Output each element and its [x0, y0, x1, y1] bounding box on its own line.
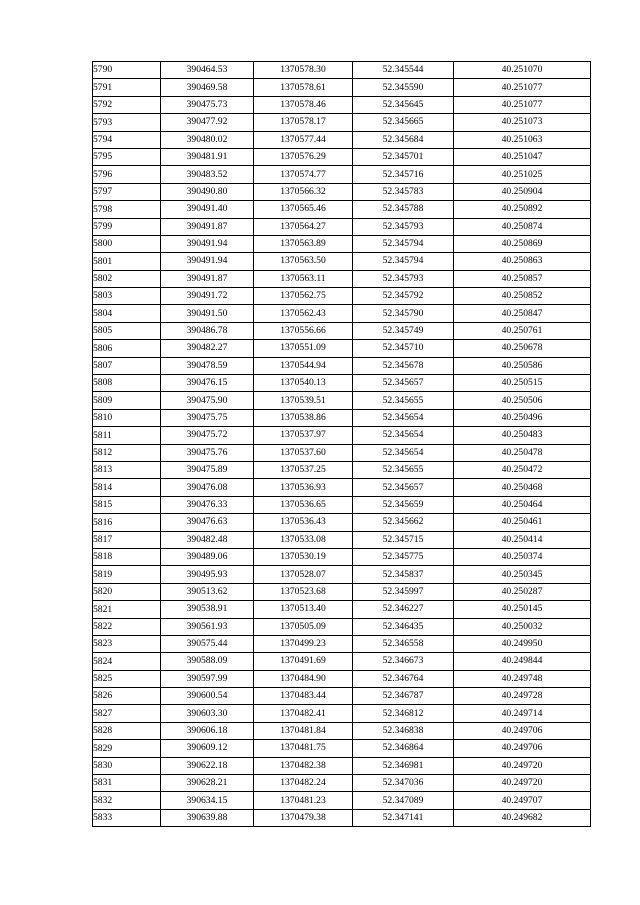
- point-number-cell: 5816: [93, 514, 161, 531]
- point-number-cell: 5829: [93, 740, 161, 757]
- longitude-cell: 40.249706: [454, 722, 591, 739]
- table-row: [93, 670, 591, 687]
- x-coordinate-cell: 390483.52: [161, 166, 254, 183]
- x-coordinate-cell: 390628.21: [161, 775, 254, 792]
- table-row: [93, 740, 591, 757]
- y-coordinate-cell: 1370481.23: [254, 792, 353, 809]
- latitude-cell: 52.345790: [353, 305, 454, 322]
- table-row: [93, 375, 591, 392]
- latitude-cell: 52.346812: [353, 705, 454, 722]
- x-coordinate-cell: 390481.91: [161, 148, 254, 165]
- latitude-cell: 52.345788: [353, 201, 454, 218]
- x-coordinate-cell: 390639.88: [161, 809, 254, 826]
- x-coordinate-cell: 390603.30: [161, 705, 254, 722]
- table-row: [93, 601, 591, 618]
- table-row: [93, 809, 591, 826]
- latitude-cell: 52.345783: [353, 183, 454, 200]
- latitude-cell: 52.346864: [353, 740, 454, 757]
- x-coordinate-cell: 390489.06: [161, 548, 254, 565]
- table-row: [93, 688, 591, 705]
- x-coordinate-cell: 390513.62: [161, 583, 254, 600]
- latitude-cell: 52.345662: [353, 514, 454, 531]
- table-row: [93, 548, 591, 565]
- point-number-cell: 5818: [93, 548, 161, 565]
- latitude-cell: 52.346227: [353, 601, 454, 618]
- x-coordinate-cell: 390634.15: [161, 792, 254, 809]
- point-number-cell: 5790: [93, 62, 161, 79]
- point-number-cell: 5798: [93, 201, 161, 218]
- longitude-cell: 40.250496: [454, 409, 591, 426]
- latitude-cell: 52.345793: [353, 270, 454, 287]
- point-number-cell: 5832: [93, 792, 161, 809]
- longitude-cell: 40.251077: [454, 96, 591, 113]
- latitude-cell: 52.345775: [353, 548, 454, 565]
- longitude-cell: 40.250345: [454, 566, 591, 583]
- y-coordinate-cell: 1370533.08: [254, 531, 353, 548]
- point-number-cell: 5809: [93, 392, 161, 409]
- x-coordinate-cell: 390475.76: [161, 444, 254, 461]
- latitude-cell: 52.345794: [353, 253, 454, 270]
- latitude-cell: 52.347036: [353, 775, 454, 792]
- point-number-cell: 5819: [93, 566, 161, 583]
- x-coordinate-cell: 390476.63: [161, 514, 254, 531]
- latitude-cell: 52.347141: [353, 809, 454, 826]
- latitude-cell: 52.346981: [353, 757, 454, 774]
- x-coordinate-cell: 390480.02: [161, 131, 254, 148]
- table-row: [93, 114, 591, 131]
- latitude-cell: 52.345701: [353, 148, 454, 165]
- x-coordinate-cell: 390491.87: [161, 270, 254, 287]
- y-coordinate-cell: 1370576.29: [254, 148, 353, 165]
- table-row: [93, 96, 591, 113]
- table-row: [93, 305, 591, 322]
- longitude-cell: 40.251063: [454, 131, 591, 148]
- x-coordinate-cell: 390622.18: [161, 757, 254, 774]
- y-coordinate-cell: 1370491.69: [254, 653, 353, 670]
- table-row: [93, 79, 591, 96]
- table-row: [93, 148, 591, 165]
- latitude-cell: 52.347089: [353, 792, 454, 809]
- point-number-cell: 5800: [93, 235, 161, 252]
- point-number-cell: 5827: [93, 705, 161, 722]
- latitude-cell: 52.345544: [353, 62, 454, 79]
- table-row: [93, 792, 591, 809]
- y-coordinate-cell: 1370578.46: [254, 96, 353, 113]
- x-coordinate-cell: 390606.18: [161, 722, 254, 739]
- longitude-cell: 40.250506: [454, 392, 591, 409]
- y-coordinate-cell: 1370513.40: [254, 601, 353, 618]
- x-coordinate-cell: 390469.58: [161, 79, 254, 96]
- longitude-cell: 40.249720: [454, 757, 591, 774]
- y-coordinate-cell: 1370562.75: [254, 288, 353, 305]
- table-row: [93, 775, 591, 792]
- longitude-cell: 40.249748: [454, 670, 591, 687]
- y-coordinate-cell: 1370544.94: [254, 357, 353, 374]
- table-row: [93, 166, 591, 183]
- latitude-cell: 52.345716: [353, 166, 454, 183]
- y-coordinate-cell: 1370505.09: [254, 618, 353, 635]
- table-row: [93, 340, 591, 357]
- point-number-cell: 5811: [93, 427, 161, 444]
- x-coordinate-cell: 390575.44: [161, 635, 254, 652]
- point-number-cell: 5804: [93, 305, 161, 322]
- y-coordinate-cell: 1370574.77: [254, 166, 353, 183]
- x-coordinate-cell: 390482.27: [161, 340, 254, 357]
- latitude-cell: 52.346558: [353, 635, 454, 652]
- table-row: [93, 461, 591, 478]
- point-number-cell: 5825: [93, 670, 161, 687]
- point-number-cell: 5824: [93, 653, 161, 670]
- point-number-cell: 5822: [93, 618, 161, 635]
- x-coordinate-cell: 390561.93: [161, 618, 254, 635]
- table-row: [93, 444, 591, 461]
- longitude-cell: 40.250145: [454, 601, 591, 618]
- point-number-cell: 5797: [93, 183, 161, 200]
- y-coordinate-cell: 1370523.68: [254, 583, 353, 600]
- y-coordinate-cell: 1370536.43: [254, 514, 353, 531]
- latitude-cell: 52.345678: [353, 357, 454, 374]
- point-number-cell: 5803: [93, 288, 161, 305]
- longitude-cell: 40.250678: [454, 340, 591, 357]
- point-number-cell: 5812: [93, 444, 161, 461]
- longitude-cell: 40.250287: [454, 583, 591, 600]
- table-row: [93, 288, 591, 305]
- point-number-cell: 5810: [93, 409, 161, 426]
- x-coordinate-cell: 390597.99: [161, 670, 254, 687]
- latitude-cell: 52.345655: [353, 461, 454, 478]
- longitude-cell: 40.249682: [454, 809, 591, 826]
- table-row: [93, 183, 591, 200]
- longitude-cell: 40.249706: [454, 740, 591, 757]
- table-row: [93, 514, 591, 531]
- longitude-cell: 40.249844: [454, 653, 591, 670]
- y-coordinate-cell: 1370578.30: [254, 62, 353, 79]
- y-coordinate-cell: 1370563.11: [254, 270, 353, 287]
- y-coordinate-cell: 1370537.97: [254, 427, 353, 444]
- x-coordinate-cell: 390495.93: [161, 566, 254, 583]
- coordinates-table-body: [93, 62, 591, 827]
- x-coordinate-cell: 390477.92: [161, 114, 254, 131]
- point-number-cell: 5828: [93, 722, 161, 739]
- point-number-cell: 5823: [93, 635, 161, 652]
- point-number-cell: 5791: [93, 79, 161, 96]
- longitude-cell: 40.251070: [454, 62, 591, 79]
- longitude-cell: 40.250904: [454, 183, 591, 200]
- x-coordinate-cell: 390475.89: [161, 461, 254, 478]
- longitude-cell: 40.250874: [454, 218, 591, 235]
- latitude-cell: 52.345792: [353, 288, 454, 305]
- point-number-cell: 5817: [93, 531, 161, 548]
- table-row: [93, 409, 591, 426]
- longitude-cell: 40.250461: [454, 514, 591, 531]
- longitude-cell: 40.250464: [454, 496, 591, 513]
- y-coordinate-cell: 1370540.13: [254, 375, 353, 392]
- longitude-cell: 40.250857: [454, 270, 591, 287]
- table-row: [93, 722, 591, 739]
- y-coordinate-cell: 1370537.25: [254, 461, 353, 478]
- x-coordinate-cell: 390482.48: [161, 531, 254, 548]
- point-number-cell: 5799: [93, 218, 161, 235]
- point-number-cell: 5805: [93, 322, 161, 339]
- y-coordinate-cell: 1370481.75: [254, 740, 353, 757]
- longitude-cell: 40.249728: [454, 688, 591, 705]
- y-coordinate-cell: 1370577.44: [254, 131, 353, 148]
- longitude-cell: 40.250414: [454, 531, 591, 548]
- y-coordinate-cell: 1370564.27: [254, 218, 353, 235]
- x-coordinate-cell: 390475.90: [161, 392, 254, 409]
- longitude-cell: 40.250478: [454, 444, 591, 461]
- latitude-cell: 52.345715: [353, 531, 454, 548]
- x-coordinate-cell: 390600.54: [161, 688, 254, 705]
- y-coordinate-cell: 1370537.60: [254, 444, 353, 461]
- x-coordinate-cell: 390490.80: [161, 183, 254, 200]
- table-row: [93, 253, 591, 270]
- table-row: [93, 62, 591, 79]
- x-coordinate-cell: 390478.59: [161, 357, 254, 374]
- x-coordinate-cell: 390588.09: [161, 653, 254, 670]
- x-coordinate-cell: 390491.94: [161, 235, 254, 252]
- point-number-cell: 5815: [93, 496, 161, 513]
- point-number-cell: 5793: [93, 114, 161, 131]
- latitude-cell: 52.345657: [353, 375, 454, 392]
- table-row: [93, 201, 591, 218]
- longitude-cell: 40.249720: [454, 775, 591, 792]
- latitude-cell: 52.345684: [353, 131, 454, 148]
- longitude-cell: 40.251025: [454, 166, 591, 183]
- longitude-cell: 40.250468: [454, 479, 591, 496]
- table-row: [93, 531, 591, 548]
- x-coordinate-cell: 390476.33: [161, 496, 254, 513]
- latitude-cell: 52.345654: [353, 444, 454, 461]
- latitude-cell: 52.345657: [353, 479, 454, 496]
- table-row: [93, 357, 591, 374]
- point-number-cell: 5801: [93, 253, 161, 270]
- table-row: [93, 131, 591, 148]
- x-coordinate-cell: 390491.40: [161, 201, 254, 218]
- y-coordinate-cell: 1370482.24: [254, 775, 353, 792]
- table-row: [93, 635, 591, 652]
- latitude-cell: 52.345997: [353, 583, 454, 600]
- y-coordinate-cell: 1370563.50: [254, 253, 353, 270]
- latitude-cell: 52.345749: [353, 322, 454, 339]
- latitude-cell: 52.345654: [353, 409, 454, 426]
- coordinates-table: [92, 61, 591, 827]
- longitude-cell: 40.251077: [454, 79, 591, 96]
- x-coordinate-cell: 390538.91: [161, 601, 254, 618]
- point-number-cell: 5830: [93, 757, 161, 774]
- longitude-cell: 40.250515: [454, 375, 591, 392]
- latitude-cell: 52.345645: [353, 96, 454, 113]
- latitude-cell: 52.346838: [353, 722, 454, 739]
- x-coordinate-cell: 390486.78: [161, 322, 254, 339]
- y-coordinate-cell: 1370528.07: [254, 566, 353, 583]
- y-coordinate-cell: 1370539.51: [254, 392, 353, 409]
- longitude-cell: 40.250869: [454, 235, 591, 252]
- point-number-cell: 5806: [93, 340, 161, 357]
- x-coordinate-cell: 390475.73: [161, 96, 254, 113]
- point-number-cell: 5795: [93, 148, 161, 165]
- longitude-cell: 40.250032: [454, 618, 591, 635]
- point-number-cell: 5820: [93, 583, 161, 600]
- latitude-cell: 52.345837: [353, 566, 454, 583]
- latitude-cell: 52.346787: [353, 688, 454, 705]
- y-coordinate-cell: 1370562.43: [254, 305, 353, 322]
- x-coordinate-cell: 390609.12: [161, 740, 254, 757]
- x-coordinate-cell: 390475.72: [161, 427, 254, 444]
- y-coordinate-cell: 1370481.84: [254, 722, 353, 739]
- point-number-cell: 5796: [93, 166, 161, 183]
- longitude-cell: 40.249714: [454, 705, 591, 722]
- latitude-cell: 52.345794: [353, 235, 454, 252]
- table-row: [93, 618, 591, 635]
- table-row: [93, 757, 591, 774]
- latitude-cell: 52.345659: [353, 496, 454, 513]
- x-coordinate-cell: 390464.53: [161, 62, 254, 79]
- y-coordinate-cell: 1370483.44: [254, 688, 353, 705]
- y-coordinate-cell: 1370551.09: [254, 340, 353, 357]
- latitude-cell: 52.345793: [353, 218, 454, 235]
- y-coordinate-cell: 1370530.19: [254, 548, 353, 565]
- y-coordinate-cell: 1370484.90: [254, 670, 353, 687]
- x-coordinate-cell: 390476.08: [161, 479, 254, 496]
- x-coordinate-cell: 390491.72: [161, 288, 254, 305]
- latitude-cell: 52.345590: [353, 79, 454, 96]
- point-number-cell: 5813: [93, 461, 161, 478]
- x-coordinate-cell: 390491.50: [161, 305, 254, 322]
- table-row: [93, 322, 591, 339]
- point-number-cell: 5794: [93, 131, 161, 148]
- table-row: [93, 427, 591, 444]
- x-coordinate-cell: 390476.15: [161, 375, 254, 392]
- y-coordinate-cell: 1370479.38: [254, 809, 353, 826]
- table-row: [93, 566, 591, 583]
- table-row: [93, 496, 591, 513]
- table-row: [93, 392, 591, 409]
- longitude-cell: 40.250863: [454, 253, 591, 270]
- longitude-cell: 40.250374: [454, 548, 591, 565]
- table-row: [93, 218, 591, 235]
- point-number-cell: 5807: [93, 357, 161, 374]
- y-coordinate-cell: 1370538.86: [254, 409, 353, 426]
- table-row: [93, 235, 591, 252]
- y-coordinate-cell: 1370482.38: [254, 757, 353, 774]
- point-number-cell: 5821: [93, 601, 161, 618]
- point-number-cell: 5808: [93, 375, 161, 392]
- latitude-cell: 52.346764: [353, 670, 454, 687]
- y-coordinate-cell: 1370499.23: [254, 635, 353, 652]
- longitude-cell: 40.249950: [454, 635, 591, 652]
- point-number-cell: 5802: [93, 270, 161, 287]
- latitude-cell: 52.346673: [353, 653, 454, 670]
- latitude-cell: 52.345655: [353, 392, 454, 409]
- table-row: [93, 705, 591, 722]
- longitude-cell: 40.251073: [454, 114, 591, 131]
- point-number-cell: 5814: [93, 479, 161, 496]
- y-coordinate-cell: 1370563.89: [254, 235, 353, 252]
- longitude-cell: 40.249707: [454, 792, 591, 809]
- latitude-cell: 52.345710: [353, 340, 454, 357]
- latitude-cell: 52.346435: [353, 618, 454, 635]
- longitude-cell: 40.250847: [454, 305, 591, 322]
- x-coordinate-cell: 390475.75: [161, 409, 254, 426]
- longitude-cell: 40.250761: [454, 322, 591, 339]
- y-coordinate-cell: 1370565.46: [254, 201, 353, 218]
- longitude-cell: 40.250586: [454, 357, 591, 374]
- longitude-cell: 40.251047: [454, 148, 591, 165]
- y-coordinate-cell: 1370536.65: [254, 496, 353, 513]
- y-coordinate-cell: 1370482.41: [254, 705, 353, 722]
- longitude-cell: 40.250472: [454, 461, 591, 478]
- longitude-cell: 40.250892: [454, 201, 591, 218]
- x-coordinate-cell: 390491.87: [161, 218, 254, 235]
- longitude-cell: 40.250483: [454, 427, 591, 444]
- table-row: [93, 479, 591, 496]
- x-coordinate-cell: 390491.94: [161, 253, 254, 270]
- y-coordinate-cell: 1370536.93: [254, 479, 353, 496]
- longitude-cell: 40.250852: [454, 288, 591, 305]
- y-coordinate-cell: 1370566.32: [254, 183, 353, 200]
- point-number-cell: 5826: [93, 688, 161, 705]
- point-number-cell: 5833: [93, 809, 161, 826]
- point-number-cell: 5792: [93, 96, 161, 113]
- y-coordinate-cell: 1370556.66: [254, 322, 353, 339]
- y-coordinate-cell: 1370578.17: [254, 114, 353, 131]
- latitude-cell: 52.345665: [353, 114, 454, 131]
- table-row: [93, 653, 591, 670]
- point-number-cell: 5831: [93, 775, 161, 792]
- table-row: [93, 270, 591, 287]
- latitude-cell: 52.345654: [353, 427, 454, 444]
- y-coordinate-cell: 1370578.61: [254, 79, 353, 96]
- table-row: [93, 583, 591, 600]
